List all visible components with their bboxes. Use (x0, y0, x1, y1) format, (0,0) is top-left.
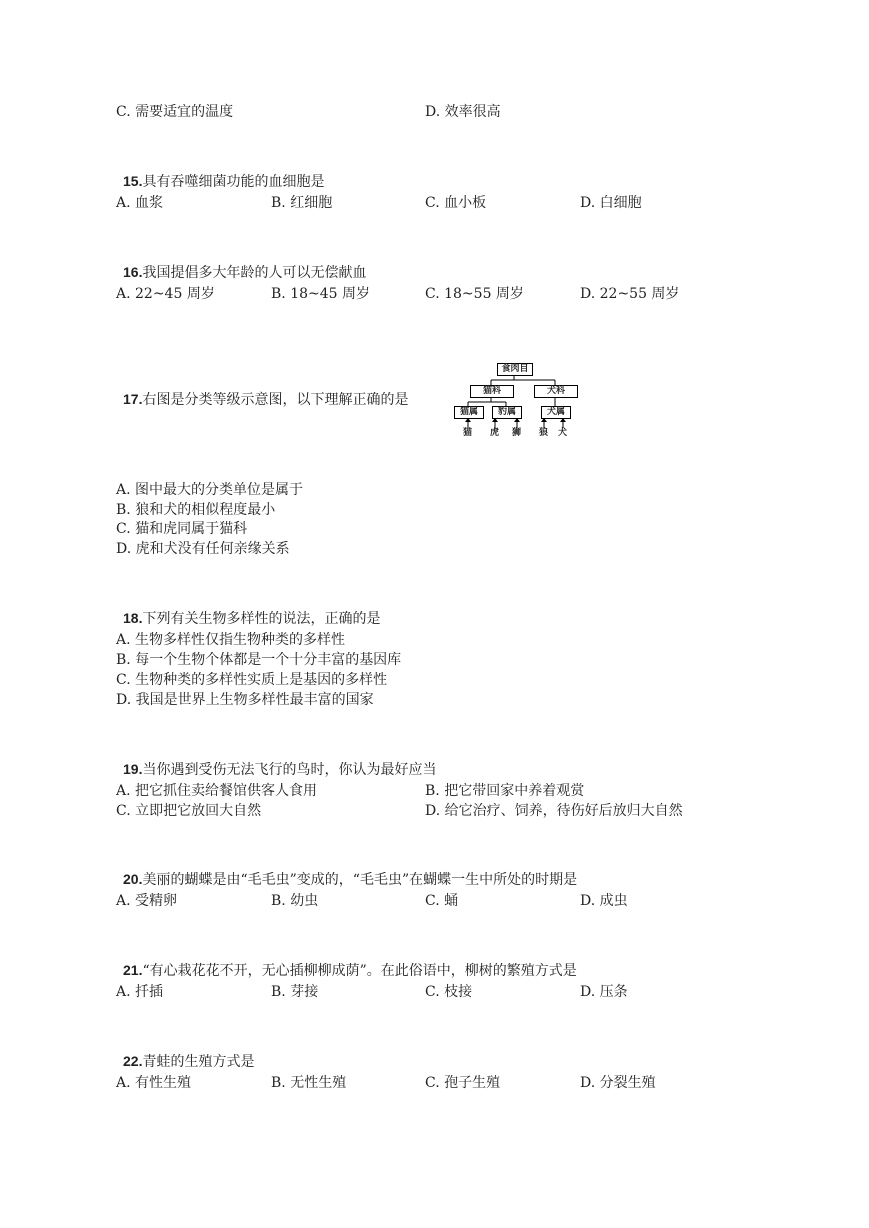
q15-option-b: B. 红细胞 (271, 195, 333, 211)
q19-text: 当你遇到受伤无法飞行的鸟时，你认为最好应当 (142, 762, 437, 778)
diagram-genus-felis-box: 猫属 (454, 406, 484, 419)
q15-option-c: C. 血小板 (425, 195, 487, 211)
q20-option-a: A. 受精卵 (116, 893, 178, 909)
q19-option-a: A. 把它抓住卖给餐馆供客人食用 (116, 783, 318, 799)
q22-option-a: A. 有性生殖 (116, 1075, 192, 1091)
q18-text: 下列有关生物多样性的说法，正确的是 (142, 611, 381, 627)
q18-option-d: D. 我国是世界上生物多样性最丰富的国家 (116, 692, 374, 708)
q14-option-d: D. 效率很高 (425, 104, 501, 120)
q16-stem (123, 265, 366, 280)
q16-option-c: C. 18~55 周岁 (425, 286, 524, 302)
diagram-family-dog-box: 犬科 (534, 385, 578, 398)
q20-option-d: D. 成虫 (580, 893, 628, 909)
diagram-family-cat-box: 猫科 (470, 385, 514, 398)
q22-text: 青蛙的生殖方式是 (142, 1054, 255, 1070)
q20-number: 20. (123, 871, 143, 887)
q16-option-a: A. 22~45 周岁 (116, 286, 215, 302)
q17-option-c: C. 猫和虎同属于猫科 (116, 521, 248, 537)
q15-option-d: D. 白细胞 (580, 195, 642, 211)
diagram-genus-panthera-box: 豹属 (492, 406, 522, 419)
q20-text: 美丽的蝴蝶是由“毛毛虫”变成的，“毛毛虫”在蝴蝶一生中所处的时期是 (142, 872, 578, 888)
q19-number: 19. (123, 761, 143, 777)
q18-option-b: B. 每一个生物个体都是一个十分丰富的基因库 (116, 652, 402, 668)
q18-number: 18. (123, 610, 143, 626)
q20-stem (123, 872, 577, 887)
q18-option-a: A. 生物多样性仅指生物种类的多样性 (116, 632, 346, 648)
q20-option-b: B. 幼虫 (271, 893, 319, 909)
q17-stem (123, 392, 408, 407)
diagram-species-cat: 猫 (463, 428, 473, 438)
q21-stem (123, 963, 577, 978)
q22-option-c: C. 孢子生殖 (425, 1075, 501, 1091)
q18-option-c: C. 生物种类的多样性实质上是基因的多样性 (116, 672, 388, 688)
q18-stem (123, 611, 380, 626)
q16-option-d: D. 22~55 周岁 (580, 286, 680, 302)
diagram-species-wolf: 狼 (539, 428, 549, 438)
q21-option-a: A. 扦插 (116, 984, 164, 1000)
q20-option-c: C. 蛹 (425, 893, 459, 909)
q22-number: 22. (123, 1053, 143, 1069)
q14-option-c: C. 需要适宜的温度 (116, 104, 234, 120)
q19-option-d: D. 给它治疗、饲养，待伤好后放归大自然 (425, 803, 683, 819)
diagram-species-dog: 犬 (558, 428, 568, 438)
q17-text: 右图是分类等级示意图，以下理解正确的是 (142, 392, 409, 408)
q21-text: “有心栽花花不开，无心插柳柳成荫”。在此俗语中，柳树的繁殖方式是 (142, 963, 577, 979)
q15-stem (123, 174, 324, 189)
q15-option-a: A. 血浆 (116, 195, 164, 211)
q22-stem (123, 1054, 254, 1069)
q19-option-b: B. 把它带回家中养着观赏 (425, 783, 585, 799)
diagram-genus-canis-box: 犬属 (541, 406, 571, 419)
q15-number: 15. (123, 173, 143, 189)
diagram-species-tiger: 虎 (490, 428, 500, 438)
diagram-order-box: 食肉目 (497, 363, 533, 376)
q19-option-c: C. 立即把它放回大自然 (116, 803, 262, 819)
q21-option-b: B. 芽接 (271, 984, 319, 1000)
q16-number: 16. (123, 264, 143, 280)
q16-option-b: B. 18~45 周岁 (271, 286, 370, 302)
q17-option-b: B. 狼和犬的相似程度最小 (116, 502, 276, 518)
q17-number: 17. (123, 391, 143, 407)
diagram-species-lion: 狮 (512, 428, 522, 438)
q21-number: 21. (123, 962, 143, 978)
q21-option-d: D. 压条 (580, 984, 628, 1000)
q22-option-b: B. 无性生殖 (271, 1075, 347, 1091)
classification-diagram (448, 362, 580, 442)
q15-text: 具有吞噬细菌功能的血细胞是 (142, 174, 325, 190)
q17-option-a: A. 图中最大的分类单位是属于 (116, 482, 304, 498)
q19-stem (123, 762, 436, 777)
q16-text: 我国提倡多大年龄的人可以无偿献血 (142, 265, 367, 281)
q17-option-d: D. 虎和犬没有任何亲缘关系 (116, 541, 290, 557)
q22-option-d: D. 分裂生殖 (580, 1075, 656, 1091)
q21-option-c: C. 枝接 (425, 984, 473, 1000)
